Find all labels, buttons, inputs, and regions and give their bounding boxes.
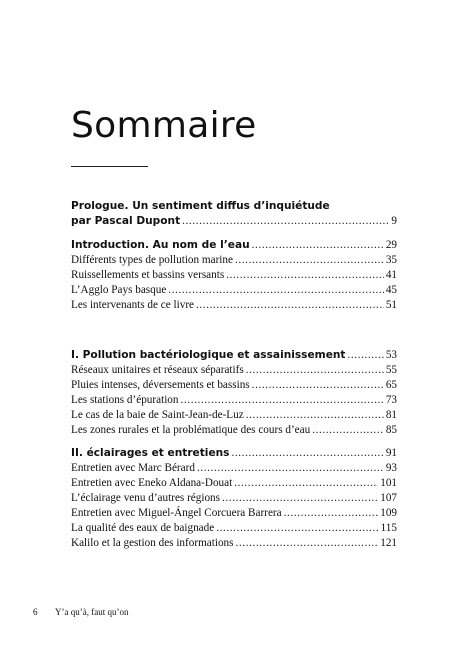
dot-leader xyxy=(235,253,384,268)
toc-introduction xyxy=(71,238,397,313)
dot-leader xyxy=(197,461,384,476)
dot-leader xyxy=(168,283,384,298)
entry-label: Les zones rurales et la problématique des cours d’eau xyxy=(71,424,311,436)
footer-page-number: 6 xyxy=(33,607,38,617)
page-number: 73 xyxy=(385,394,397,406)
toc-heading[interactable] xyxy=(71,446,397,461)
toc-prologue xyxy=(71,199,397,229)
entry-label: Les intervenants de ce livre xyxy=(71,299,195,311)
title-rule xyxy=(71,166,148,167)
page-number: 115 xyxy=(380,522,397,534)
dot-leader xyxy=(231,446,383,461)
section-heading: II. éclairages et entretiens xyxy=(71,447,230,459)
page-number: 93 xyxy=(385,462,397,474)
section-heading: I. Pollution bactériologique et assainissement xyxy=(71,349,346,361)
entry-label: L’éclairage venu d’autres régions xyxy=(71,492,220,504)
page-number: 109 xyxy=(380,507,397,519)
prologue-author: par Pascal Dupont xyxy=(71,215,181,227)
page-number: 29 xyxy=(385,239,397,251)
table-of-contents xyxy=(71,199,397,551)
toc-entry[interactable] xyxy=(71,476,397,491)
section-heading: Introduction. Au nom de l’eau xyxy=(71,239,250,251)
toc-entry[interactable] xyxy=(71,214,397,229)
page-number: 45 xyxy=(385,284,397,296)
dot-leader xyxy=(348,348,384,363)
entry-label: Pluies intenses, déversements et bassins xyxy=(71,379,250,391)
dot-leader xyxy=(312,423,384,438)
toc-entry[interactable] xyxy=(71,268,397,283)
page-number: 91 xyxy=(385,447,397,459)
entry-label: Réseaux unitaires et réseaux séparatifs xyxy=(71,364,244,376)
entry-label: Kalilo et la gestion des informations xyxy=(71,537,234,549)
page-number: 85 xyxy=(385,424,397,436)
page-number: 101 xyxy=(380,477,397,489)
toc-entry[interactable] xyxy=(71,283,397,298)
page-number: 107 xyxy=(380,492,397,504)
dot-leader xyxy=(252,378,384,393)
page-number: 35 xyxy=(385,254,397,266)
page-number: 41 xyxy=(385,269,397,281)
entry-label: Le cas de la baie de Saint-Jean-de-Luz xyxy=(71,409,244,421)
toc-entry[interactable] xyxy=(71,298,397,313)
entry-label: Entretien avec Eneko Aldana-Douat xyxy=(71,477,233,489)
page-number: 9 xyxy=(391,215,397,227)
toc-entry[interactable] xyxy=(71,378,397,393)
toc-entry[interactable] xyxy=(71,536,397,551)
toc-entry[interactable] xyxy=(71,506,397,521)
dot-leader xyxy=(181,393,384,408)
page-number: 65 xyxy=(385,379,397,391)
toc-entry[interactable] xyxy=(71,393,397,408)
dot-leader xyxy=(196,298,384,313)
toc-entry[interactable] xyxy=(71,408,397,423)
entry-label: Différents types de pollution marine xyxy=(71,254,233,266)
toc-heading[interactable] xyxy=(71,238,397,253)
dot-leader xyxy=(284,506,379,521)
toc-entry[interactable] xyxy=(71,491,397,506)
entry-label: Ruissellements et bassins versants xyxy=(71,269,225,281)
toc-part-2 xyxy=(71,446,397,551)
toc-entry[interactable] xyxy=(71,423,397,438)
running-title: Y’a qu’à, faut qu’on xyxy=(55,607,129,617)
dot-leader xyxy=(234,476,378,491)
entry-label: Les stations d’épuration xyxy=(71,394,179,406)
dot-leader xyxy=(182,214,389,229)
page-number: 51 xyxy=(385,299,397,311)
page-number: 53 xyxy=(385,349,397,361)
toc-entry[interactable] xyxy=(71,521,397,536)
toc-entry[interactable] xyxy=(71,253,397,268)
page-number: 55 xyxy=(385,364,397,376)
dot-leader xyxy=(252,238,384,253)
dot-leader xyxy=(246,363,384,378)
prologue-heading: Prologue. Un sentiment diffus d’inquiétude xyxy=(71,200,330,212)
entry-label: L’Agglo Pays basque xyxy=(71,284,167,296)
entry-label: La qualité des eaux de baignade xyxy=(71,522,215,534)
toc-heading[interactable] xyxy=(71,348,397,363)
entry-label: Entretien avec Miguel-Ángel Corcuera Barrera xyxy=(71,507,282,519)
toc-part-1 xyxy=(71,348,397,438)
toc-entry[interactable] xyxy=(71,363,397,378)
dot-leader xyxy=(236,536,379,551)
page-number: 81 xyxy=(385,409,397,421)
entry-label: Entretien avec Marc Bérard xyxy=(71,462,195,474)
dot-leader xyxy=(246,408,384,423)
page-number: 121 xyxy=(380,537,397,549)
page-title: Sommaire xyxy=(71,105,257,146)
dot-leader xyxy=(222,491,378,506)
toc-entry[interactable] xyxy=(71,461,397,476)
dot-leader xyxy=(216,521,378,536)
page-footer xyxy=(33,607,128,617)
dot-leader xyxy=(226,268,384,283)
